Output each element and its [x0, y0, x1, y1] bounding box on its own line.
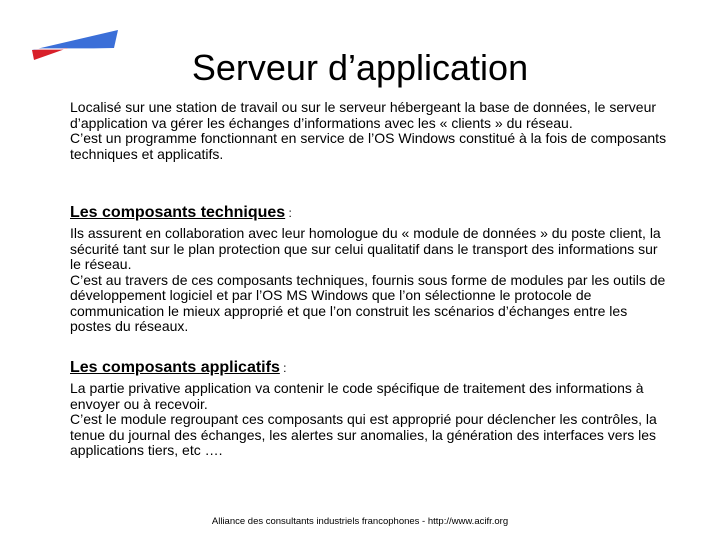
intro-paragraph: C’est un programme fonctionnant en service de l’OS Windows constitué à la fois de composants techniques et applicatifs. [70, 130, 667, 162]
section-paragraph: C’est le module regroupant ces composants qui est approprié pour déclencher les contrôles, la tenue du journal des échanges, les alertes sur anomalies, la génération des interfaces vers les applications tiers, etc …. [70, 411, 657, 458]
section-heading-label: Les composants techniques [70, 204, 286, 221]
page-title: Serveur d’application [191, 47, 529, 88]
section-paragraph: La partie privative application va contenir le code spécifique de traitement des informations à envoyer ou à recevoir. [70, 380, 644, 412]
section-paragraph: Ils assurent en collaboration avec leur homologue du « module de données » du poste client, la sécurité tant sur le plan protection que sur celui qualitatif dans le transport des informations sur le réseau. [70, 225, 661, 272]
techniques-block [70, 226, 670, 335]
intro-block [70, 100, 670, 162]
section-paragraph: C’est au travers de ces composants techniques, fournis sous forme de modules par les outils de développement logiciel et par l’OS MS Windows que l’on sélectionne le protocole de communication le mieux approprié et que l’on construit les scénarios d’échanges entre les postes du réseaux. [70, 271, 666, 334]
section-heading-colon: : [285, 206, 292, 220]
section-heading-label: Les composants applicatifs [70, 359, 280, 376]
section-heading-applicatifs [70, 359, 287, 377]
footer-text: Alliance des consultants industriels francophones - http://www.acifr.org [211, 516, 509, 527]
intro-paragraph: Localisé sur une station de travail ou sur le serveur hébergeant la base de données, le serveur d’application va gérer les échanges d’informations avec les « clients » du réseau. [70, 99, 657, 131]
applicatifs-block [70, 381, 670, 459]
section-heading-techniques [70, 204, 292, 222]
section-heading-colon: : [279, 361, 287, 375]
